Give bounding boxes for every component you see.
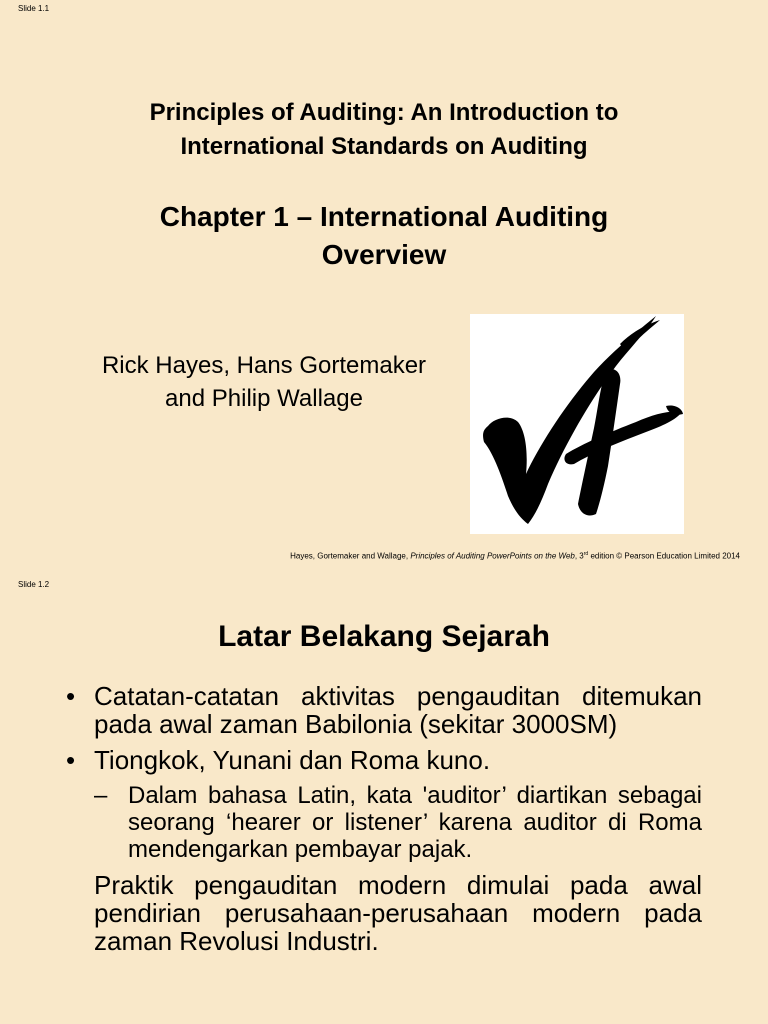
bullet-mark: •: [66, 745, 76, 775]
bullet-text: Catatan-catatan aktivitas pengauditan ditemukan pada awal zaman Babilonia (sekitar 3000SM): [94, 681, 702, 739]
chapter-title-line-2: Overview: [321, 239, 447, 270]
bullet-list: [66, 682, 702, 955]
authors: [60, 349, 468, 415]
list-item: [66, 746, 702, 774]
sub-bullet-text: Dalam bahasa Latin, kata 'auditor’ diartikan sebagai seorang ‘hearer or listener’ karena auditor di Roma mendengarkan pembayar pajak.: [128, 782, 702, 863]
body-paragraph: Praktik pengauditan modern dimulai pada awal pendirian perusahaan-perusahaan modern pada zaman Revolusi Industri.: [94, 870, 702, 956]
book-title-line-2: International Standards on Auditing: [180, 133, 588, 160]
bullet-mark: •: [66, 681, 76, 711]
slide-number: Slide 1.1: [18, 4, 50, 13]
footer-copyright: edition © Pearson Education Limited 2014: [588, 551, 740, 561]
bullet-text: Tiongkok, Yunani dan Roma kuno.: [94, 745, 491, 775]
copyright-footer: [290, 551, 740, 561]
sub-list-item: [66, 782, 702, 863]
authors-line-1: Rick Hayes, Hans Gortemaker: [101, 352, 427, 379]
footer-authors: Hayes, Gortemaker and Wallage,: [290, 551, 411, 561]
footer-edition-number: , 3: [574, 551, 584, 561]
sub-bullet-mark: –: [94, 782, 108, 809]
footer-edition-suffix: rd: [583, 551, 589, 557]
footer-book-title: Principles of Auditing PowerPoints on the Web: [410, 551, 575, 561]
slide-number: Slide 1.2: [18, 580, 50, 589]
book-title-line-1: Principles of Auditing: An Introduction to: [149, 99, 619, 126]
slide-heading: Latar Belakang Sejarah: [218, 620, 550, 653]
list-item: [66, 682, 702, 738]
chapter-title-line-1: Chapter 1 – International Auditing: [159, 201, 609, 232]
book-title: [0, 96, 768, 164]
slide-2: [0, 576, 768, 1024]
chapter-title: [0, 198, 768, 274]
checkmark-plus-graphic: [470, 314, 684, 534]
authors-line-2: and Philip Wallage: [165, 385, 363, 412]
checkmark-plus-icon: [470, 314, 684, 534]
